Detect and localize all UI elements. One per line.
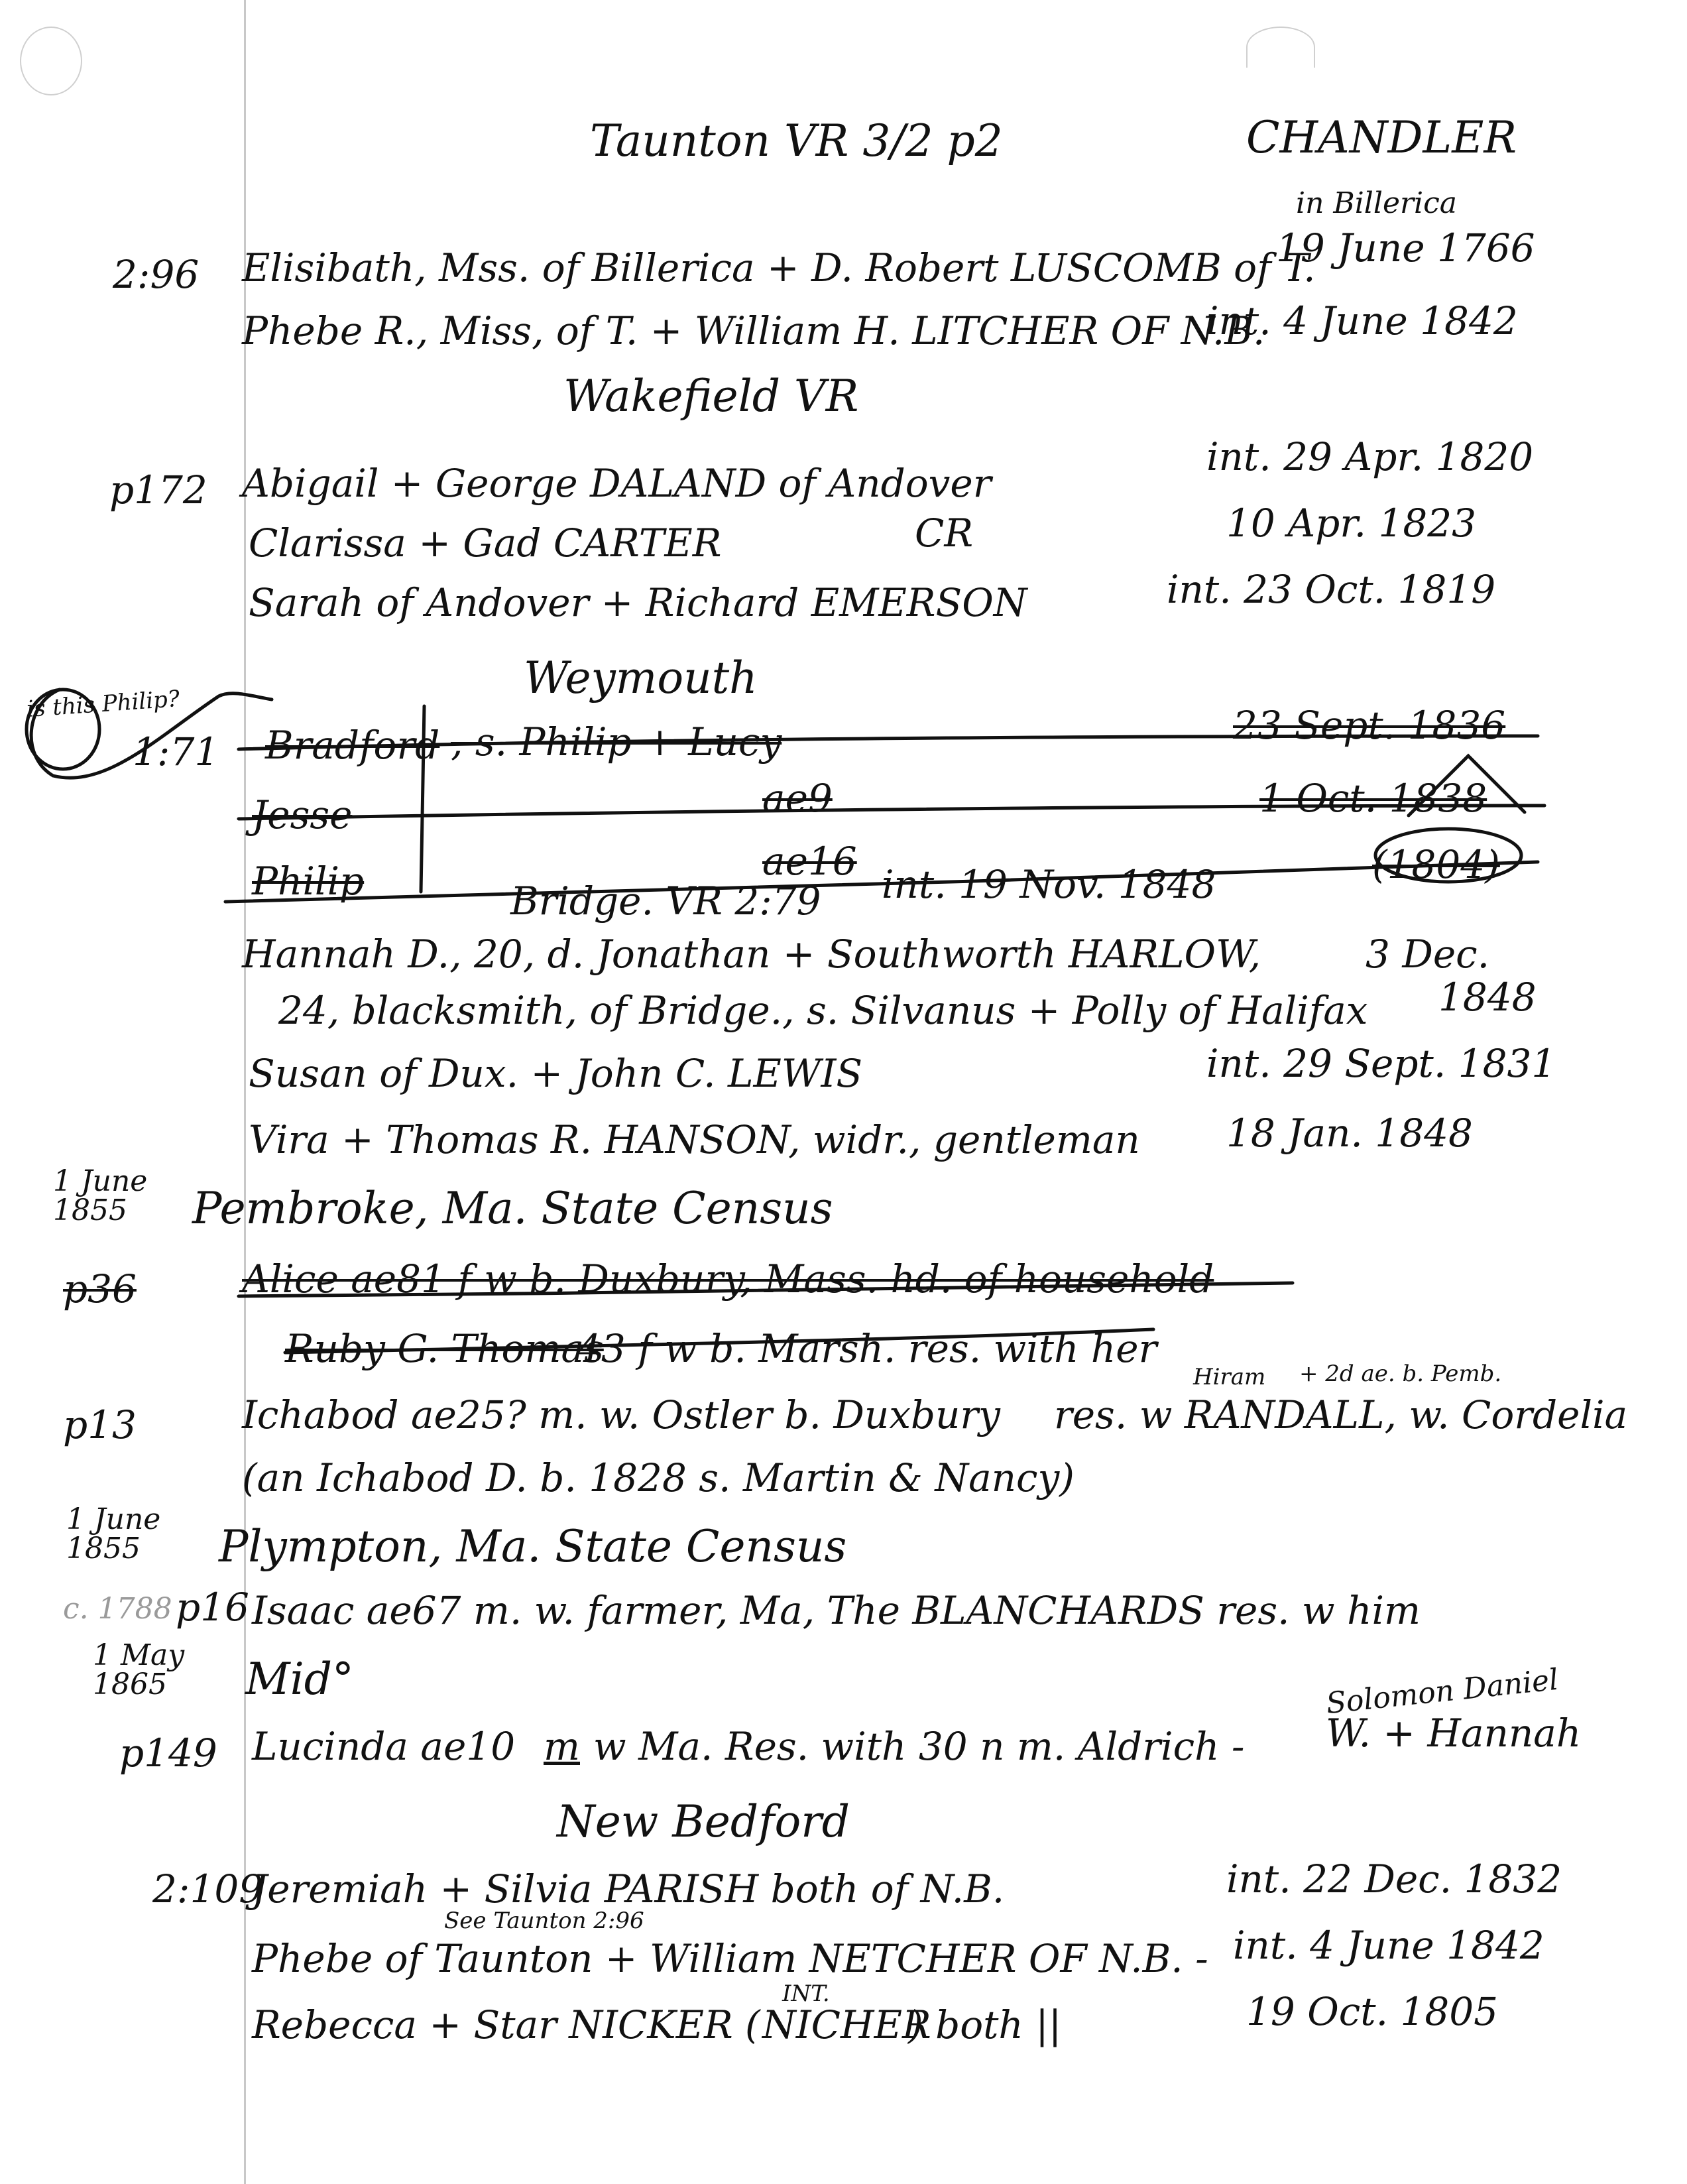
plympton-row3-m: m [544, 1724, 580, 1769]
taunton-ref: 2:96 [113, 252, 200, 297]
weymouth-row3-text: ae16 [762, 839, 857, 884]
bridgewater-heading: Bridge. VR 2:79 [510, 879, 821, 924]
plympton-ref1: p16 [176, 1585, 249, 1630]
newbedford-row2-text: Phebe of Taunton + William NETCHER OF N.B. - [252, 1936, 1208, 1981]
pembroke-row2-tail: 43 f w b. Marsh. res. with her [577, 1326, 1157, 1371]
pembroke-ichabod-above2: + 2d ae. b. Pemb. [1299, 1361, 1502, 1387]
pembroke-ichabod-above: Hiram [1193, 1364, 1266, 1390]
surname-heading: CHANDLER [1246, 112, 1517, 163]
newbedford-row3-date: 19 Oct. 1805 [1246, 1989, 1499, 2034]
weymouth-row3-date: (1804) [1372, 842, 1500, 887]
pembroke-ichabod-note: (an Ichabod D. b. 1828 s. Martin & Nancy) [242, 1455, 1075, 1500]
plympton-date-note2: 1 May 1865 [93, 1638, 185, 1701]
plympton-faint-note: c. 1788 [63, 1592, 172, 1626]
plympton-row3-above: Solomon Daniel [1324, 1662, 1560, 1721]
newbedford-row1-date: int. 22 Dec. 1832 [1226, 1856, 1562, 1902]
bridgewater-row4-text: Vira + Thomas R. HANSON, widr., gentleman [249, 1117, 1140, 1162]
newbedford-row3-tail: ) both || [908, 2002, 1062, 2047]
pembroke-heading: Pembroke, Ma. State Census [192, 1183, 833, 1234]
plympton-row3-right: W. + Hannah [1326, 1711, 1582, 1756]
newbedford-row3-int: INT. [782, 1980, 830, 2007]
pembroke-struck-line2: Ruby G. Thomas [285, 1326, 604, 1371]
margin-note-circle [27, 690, 99, 769]
newbedford-row2-date: int. 4 June 1842 [1233, 1923, 1544, 1968]
taunton-row2-date: int. 4 June 1842 [1206, 298, 1518, 343]
plympton-row1-text: Isaac ae67 m. w. farmer, Ma, The BLANCHARDS res. w him [252, 1588, 1421, 1633]
pembroke-ichabod-res: res. w RANDALL, w. Cordelia [1054, 1392, 1628, 1437]
wakefield-row1-date: int. 29 Apr. 1820 [1206, 434, 1534, 479]
weymouth-date-circle [1375, 829, 1521, 882]
pembroke-struck-ref: p36 [63, 1266, 137, 1311]
taunton-row1-text: Elisibath, Mss. of Billerica + D. Robert LUSCOMB of T. [242, 245, 1316, 290]
pembroke-strike-line2 [285, 1329, 1153, 1353]
wakefield-row3-date: int. 23 Oct. 1819 [1167, 567, 1496, 612]
weymouth-row3-name: Philip [252, 859, 365, 904]
pembroke-ichabod-text: Ichabod ae25? m. w. Ostler b. Duxbury [242, 1392, 1000, 1437]
newbedford-ref: 2:109 [152, 1866, 264, 1911]
plympton-row2-text: Mid° [245, 1654, 354, 1705]
weymouth-row2-text: ae9 [762, 776, 833, 821]
wakefield-heading: Wakefield VR [563, 371, 859, 422]
weymouth-row2-date: 1 Oct. 1838 [1259, 776, 1487, 821]
bridgewater-row2-text: 24, blacksmith, of Bridge., s. Silvanus + Polly of Halifax [278, 988, 1368, 1033]
margin-note-scribble [31, 690, 272, 778]
pembroke-struck-line1: Alice ae81 f w b. Duxbury, Mass. hd. of household [242, 1256, 1214, 1302]
plympton-row3-tail: w Ma. Res. with 30 n m. Aldrich - [593, 1724, 1245, 1769]
taunton-row1-date: 19 June 1766 [1276, 225, 1535, 271]
newbedford-row3-text: Rebecca + Star NICKER ( [252, 2002, 760, 2047]
wakefield-ref: p172 [109, 467, 207, 513]
weymouth-row1-name: Bradford [265, 723, 440, 768]
weymouth-margin-note: is this Philip? [25, 685, 181, 723]
weymouth-divider [421, 706, 424, 892]
bridgewater-heading-note: int. 19 Nov. 1848 [882, 862, 1216, 907]
newbedford-row2-above: See Taunton 2:96 [444, 1908, 644, 1934]
newbedford-row1-text: Jeremiah + Silvia PARISH both of N.B. [252, 1866, 1005, 1911]
weymouth-strike-2 [239, 806, 1544, 819]
bridgewater-row1-date: 3 Dec. [1366, 932, 1490, 977]
wakefield-row2-note: CR [915, 511, 974, 556]
weymouth-heading: Weymouth [524, 652, 758, 703]
page-title: Taunton VR 3/2 p2 [590, 115, 1003, 166]
wakefield-row2-date: 10 Apr. 1823 [1226, 501, 1477, 546]
wakefield-row3-text: Sarah of Andover + Richard EMERSON [249, 580, 1027, 625]
pembroke-date-note: 1 June 1855 [53, 1164, 148, 1227]
newbedford-row3-paren: NICHER [762, 2002, 931, 2047]
wakefield-row2-text: Clarissa + Gad CARTER [249, 520, 722, 566]
surname-note: in Billerica [1296, 186, 1457, 220]
weymouth-row2-name: Jesse [252, 792, 353, 837]
bridgewater-row3-date: int. 29 Sept. 1831 [1206, 1041, 1556, 1086]
plympton-date-note: 1 June 1855 [66, 1502, 161, 1565]
taunton-row2-text: Phebe R., Miss, of T. + William H. LITCHER OF N.B. [242, 308, 1265, 353]
weymouth-strike-1 [239, 736, 1538, 749]
wakefield-row1-text: Abigail + George DALAND of Andover [242, 461, 992, 506]
newbedford-heading: New Bedford [557, 1796, 850, 1847]
pembroke-ref: p13 [63, 1402, 137, 1447]
weymouth-ref: 1:71 [133, 729, 219, 774]
bridgewater-row1-text: Hannah D., 20, d. Jonathan + Southworth HARLOW, [242, 932, 1261, 977]
plympton-ref2: p149 [119, 1730, 217, 1776]
weymouth-row1-text: , s. Philip + Lucy [451, 719, 782, 764]
bridgewater-row3-text: Susan of Dux. + John C. LEWIS [249, 1051, 863, 1096]
bridgewater-row2-date: 1848 [1438, 975, 1537, 1020]
weymouth-row1-date: 23 Sept. 1836 [1233, 703, 1506, 748]
plympton-row3-text: Lucinda ae10 [252, 1724, 516, 1769]
plympton-heading: Plympton, Ma. State Census [219, 1521, 847, 1572]
pembroke-strike-line1 [239, 1283, 1293, 1296]
bridgewater-row4-date: 18 Jan. 1848 [1226, 1111, 1473, 1156]
